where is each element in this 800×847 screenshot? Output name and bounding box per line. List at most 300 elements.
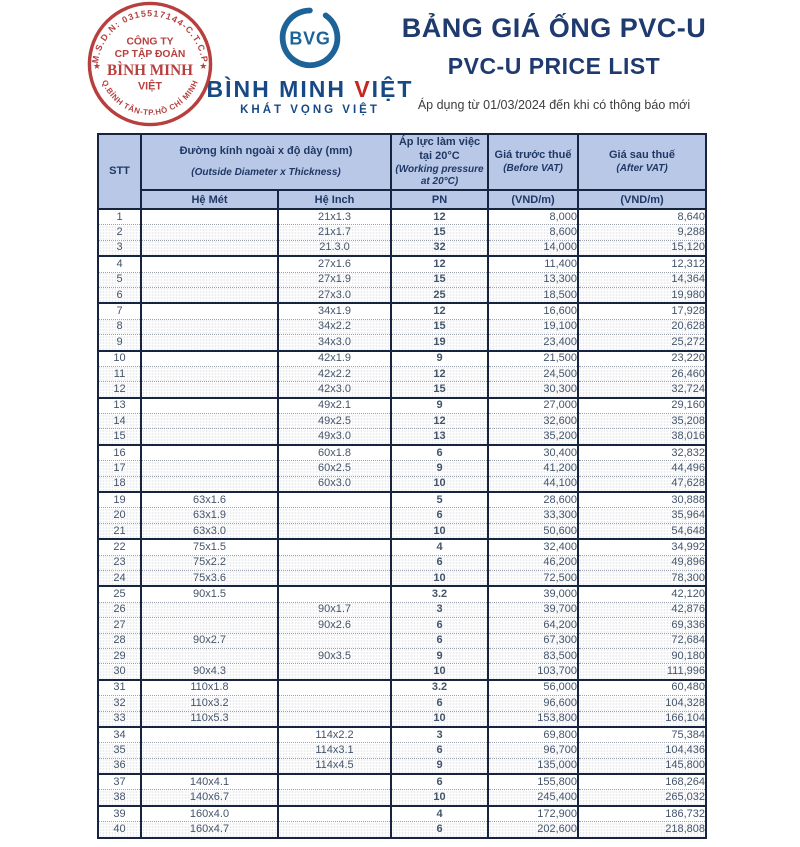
metric-size-cell: [141, 602, 278, 617]
price-after-vat-cell: 35,208: [578, 414, 706, 429]
inch-size-cell: [278, 555, 391, 570]
metric-size-cell: [141, 476, 278, 492]
stamp-star-left: ★: [92, 60, 101, 71]
table-row: [98, 570, 706, 586]
stt-cell: 38: [98, 790, 141, 806]
inch-size-cell: 21x1.7: [278, 225, 391, 240]
metric-size-cell: [141, 225, 278, 240]
price-before-vat-cell: 41,200: [488, 461, 578, 476]
table-row: [98, 680, 706, 696]
col-header-diameter-vi: Đường kính ngoài x độ dày (mm): [179, 144, 353, 157]
price-after-vat-cell: 78,300: [578, 570, 706, 586]
table-row: [98, 272, 706, 287]
price-after-vat-cell: 49,896: [578, 555, 706, 570]
price-after-vat-cell: 218,808: [578, 822, 706, 838]
table-row: [98, 806, 706, 822]
price-before-vat-cell: 33,300: [488, 508, 578, 523]
col-header-pressure: [391, 134, 488, 190]
price-before-vat-cell: 50,600: [488, 523, 578, 539]
inch-size-cell: 34x3.0: [278, 335, 391, 351]
company-stamp: [84, 0, 216, 130]
price-before-vat-cell: 28,600: [488, 492, 578, 508]
pn-cell: 12: [391, 366, 488, 381]
price-table-body: [98, 209, 706, 838]
price-after-vat-cell: 186,732: [578, 806, 706, 822]
price-before-vat-cell: 44,100: [488, 476, 578, 492]
stt-cell: 28: [98, 633, 141, 648]
inch-size-cell: [278, 539, 391, 555]
pn-cell: 4: [391, 806, 488, 822]
price-before-vat-cell: 83,500: [488, 648, 578, 663]
inch-size-cell: 49x3.0: [278, 429, 391, 445]
metric-size-cell: [141, 414, 278, 429]
pn-cell: 9: [391, 461, 488, 476]
pn-cell: 12: [391, 209, 488, 225]
pn-cell: 6: [391, 508, 488, 523]
stt-cell: 18: [98, 476, 141, 492]
price-after-vat-cell: 8,640: [578, 209, 706, 225]
inch-size-cell: 90x3.5: [278, 648, 391, 663]
metric-size-cell: [141, 445, 278, 461]
inch-size-cell: 90x1.7: [278, 602, 391, 617]
company-tagline: KHÁT VỌNG VIỆT: [240, 104, 380, 116]
price-after-vat-cell: 69,336: [578, 618, 706, 633]
price-after-vat-cell: 145,800: [578, 758, 706, 774]
table-row: [98, 256, 706, 272]
stt-cell: 27: [98, 618, 141, 633]
inch-size-cell: 49x2.1: [278, 398, 391, 414]
stt-cell: 33: [98, 711, 141, 727]
price-after-vat-cell: 32,724: [578, 382, 706, 398]
table-row: [98, 790, 706, 806]
inch-size-cell: 27x1.6: [278, 256, 391, 272]
col-header-before-vat: [488, 134, 578, 190]
inch-size-cell: [278, 664, 391, 680]
price-after-vat-cell: 12,312: [578, 256, 706, 272]
pn-cell: 6: [391, 822, 488, 838]
pn-cell: 6: [391, 618, 488, 633]
metric-size-cell: 160x4.0: [141, 806, 278, 822]
stt-cell: 12: [98, 382, 141, 398]
metric-size-cell: 75x2.2: [141, 555, 278, 570]
price-before-vat-cell: 202,600: [488, 822, 578, 838]
metric-size-cell: 140x4.1: [141, 774, 278, 790]
stt-cell: 19: [98, 492, 141, 508]
stamp-ring-bottom-text: Q.BÌNH TÂN-TP.HỒ CHÍ MINH: [100, 78, 200, 117]
price-before-vat-cell: 172,900: [488, 806, 578, 822]
stt-cell: 30: [98, 664, 141, 680]
subheader-vnd-before: (VND/m): [488, 190, 578, 209]
stt-cell: 15: [98, 429, 141, 445]
price-before-vat-cell: 8,000: [488, 209, 578, 225]
price-before-vat-cell: 245,400: [488, 790, 578, 806]
price-before-vat-cell: 35,200: [488, 429, 578, 445]
metric-size-cell: [141, 319, 278, 334]
stt-cell: 31: [98, 680, 141, 696]
inch-size-cell: [278, 711, 391, 727]
price-after-vat-cell: 75,384: [578, 727, 706, 743]
pn-cell: 10: [391, 664, 488, 680]
price-before-vat-cell: 23,400: [488, 335, 578, 351]
price-after-vat-cell: 265,032: [578, 790, 706, 806]
pn-cell: 9: [391, 398, 488, 414]
table-row: [98, 523, 706, 539]
metric-size-cell: [141, 382, 278, 398]
price-before-vat-cell: 103,700: [488, 664, 578, 680]
inch-size-cell: [278, 680, 391, 696]
price-after-vat-cell: 20,628: [578, 319, 706, 334]
metric-size-cell: [141, 743, 278, 758]
stt-cell: 9: [98, 335, 141, 351]
price-before-vat-cell: 96,600: [488, 696, 578, 711]
price-after-vat-cell: 42,876: [578, 602, 706, 617]
price-before-vat-cell: 32,600: [488, 414, 578, 429]
pn-cell: 4: [391, 539, 488, 555]
inch-size-cell: [278, 570, 391, 586]
price-after-vat-cell: 166,104: [578, 711, 706, 727]
pn-cell: 10: [391, 711, 488, 727]
price-before-vat-cell: 39,000: [488, 586, 578, 602]
inch-size-cell: 114x4.5: [278, 758, 391, 774]
pn-cell: 3: [391, 727, 488, 743]
metric-size-cell: 110x3.2: [141, 696, 278, 711]
pn-cell: 6: [391, 633, 488, 648]
table-row: [98, 492, 706, 508]
col-header-before-vat-en: (Before VAT): [503, 162, 563, 174]
stt-cell: 25: [98, 586, 141, 602]
stt-cell: 35: [98, 743, 141, 758]
table-row: [98, 335, 706, 351]
stt-cell: 36: [98, 758, 141, 774]
price-before-vat-cell: 46,200: [488, 555, 578, 570]
stamp-center-line4: VIỆT: [137, 80, 163, 93]
pn-cell: 15: [391, 272, 488, 287]
bvg-logo-icon: [271, 4, 349, 76]
stt-cell: 23: [98, 555, 141, 570]
stamp-ring-top-text: M.S.D.N: 0315517144-C.T.C.P: [89, 8, 210, 64]
pn-cell: 10: [391, 523, 488, 539]
subheader-vnd-after: (VND/m): [578, 190, 706, 209]
inch-size-cell: 42x3.0: [278, 382, 391, 398]
price-table-header: [98, 134, 706, 209]
price-before-vat-cell: 72,500: [488, 570, 578, 586]
price-before-vat-cell: 67,300: [488, 633, 578, 648]
metric-size-cell: [141, 758, 278, 774]
table-row: [98, 382, 706, 398]
subheader-metric: Hệ Mét: [141, 190, 278, 209]
inch-size-cell: 21.3.0: [278, 240, 391, 256]
price-before-vat-cell: 14,000: [488, 240, 578, 256]
stt-cell: 22: [98, 539, 141, 555]
stt-cell: 8: [98, 319, 141, 334]
document-title: BẢNG GIÁ ỐNG PVC-U: [401, 13, 707, 43]
metric-size-cell: [141, 461, 278, 476]
inch-size-cell: 49x2.5: [278, 414, 391, 429]
price-after-vat-cell: 38,016: [578, 429, 706, 445]
inch-size-cell: 34x2.2: [278, 319, 391, 334]
price-after-vat-cell: 15,120: [578, 240, 706, 256]
col-header-before-vat-vi: Giá trước thuế: [494, 149, 572, 162]
table-row: [98, 774, 706, 790]
col-header-diameter-en: (Outside Diameter x Thickness): [191, 167, 341, 179]
pn-cell: 32: [391, 240, 488, 256]
inch-size-cell: [278, 508, 391, 523]
subheader-inch: Hệ Inch: [278, 190, 391, 209]
inch-size-cell: [278, 586, 391, 602]
metric-size-cell: 160x4.7: [141, 822, 278, 838]
inch-size-cell: 42x2.2: [278, 366, 391, 381]
stt-cell: 10: [98, 351, 141, 367]
price-after-vat-cell: 60,480: [578, 680, 706, 696]
table-row: [98, 633, 706, 648]
metric-size-cell: [141, 429, 278, 445]
table-row: [98, 602, 706, 617]
price-before-vat-cell: 64,200: [488, 618, 578, 633]
metric-size-cell: [141, 618, 278, 633]
inch-size-cell: 114x2.2: [278, 727, 391, 743]
table-row: [98, 398, 706, 414]
inch-size-cell: [278, 492, 391, 508]
pn-cell: 9: [391, 648, 488, 663]
inch-size-cell: 90x2.6: [278, 618, 391, 633]
price-after-vat-cell: 168,264: [578, 774, 706, 790]
price-after-vat-cell: 32,832: [578, 445, 706, 461]
col-header-pressure-vi: Áp lực làm việc tại 20°C: [398, 136, 481, 162]
metric-size-cell: 140x6.7: [141, 790, 278, 806]
effective-date-note: Áp dụng từ 01/03/2024 đến khi có thông báo mới: [417, 97, 691, 112]
price-after-vat-cell: 35,964: [578, 508, 706, 523]
table-row: [98, 727, 706, 743]
inch-size-cell: 27x3.0: [278, 287, 391, 303]
stt-cell: 7: [98, 303, 141, 319]
price-after-vat-cell: 54,648: [578, 523, 706, 539]
inch-size-cell: 60x1.8: [278, 445, 391, 461]
stt-cell: 1: [98, 209, 141, 225]
price-before-vat-cell: 11,400: [488, 256, 578, 272]
metric-size-cell: [141, 335, 278, 351]
stamp-center-line3: BÌNH MINH: [107, 61, 193, 79]
stt-cell: 20: [98, 508, 141, 523]
stt-cell: 13: [98, 398, 141, 414]
table-row: [98, 240, 706, 256]
metric-size-cell: 90x2.7: [141, 633, 278, 648]
metric-size-cell: 90x4.3: [141, 664, 278, 680]
table-row: [98, 586, 706, 602]
price-after-vat-cell: 34,992: [578, 539, 706, 555]
stt-cell: 34: [98, 727, 141, 743]
stt-cell: 6: [98, 287, 141, 303]
metric-size-cell: [141, 727, 278, 743]
metric-size-cell: 63x1.6: [141, 492, 278, 508]
pn-cell: 15: [391, 225, 488, 240]
pn-cell: 5: [391, 492, 488, 508]
pn-cell: 13: [391, 429, 488, 445]
stt-cell: 14: [98, 414, 141, 429]
pn-cell: 12: [391, 414, 488, 429]
table-row: [98, 822, 706, 838]
price-after-vat-cell: 104,328: [578, 696, 706, 711]
inch-size-cell: [278, 633, 391, 648]
price-before-vat-cell: 21,500: [488, 351, 578, 367]
metric-size-cell: [141, 256, 278, 272]
pn-cell: 6: [391, 696, 488, 711]
price-before-vat-cell: 96,700: [488, 743, 578, 758]
metric-size-cell: 75x3.6: [141, 570, 278, 586]
bvg-monogram: BVG: [289, 28, 331, 49]
price-after-vat-cell: 17,928: [578, 303, 706, 319]
stamp-star-right: ★: [199, 60, 208, 71]
stt-cell: 21: [98, 523, 141, 539]
stt-cell: 39: [98, 806, 141, 822]
inch-size-cell: [278, 696, 391, 711]
price-after-vat-cell: 44,496: [578, 461, 706, 476]
table-row: [98, 209, 706, 225]
page-header: [0, 0, 800, 133]
company-name-post: IỆT: [371, 76, 414, 102]
price-after-vat-cell: 72,684: [578, 633, 706, 648]
stt-cell: 29: [98, 648, 141, 663]
pn-cell: 6: [391, 555, 488, 570]
stt-cell: 40: [98, 822, 141, 838]
table-row: [98, 303, 706, 319]
price-before-vat-cell: 69,800: [488, 727, 578, 743]
inch-size-cell: [278, 806, 391, 822]
stamp-center-line2: CP TẬP ĐOÀN: [114, 49, 186, 61]
stt-cell: 3: [98, 240, 141, 256]
table-row: [98, 664, 706, 680]
price-before-vat-cell: 155,800: [488, 774, 578, 790]
col-header-after-vat-vi: Giá sau thuế: [609, 149, 676, 162]
metric-size-cell: [141, 287, 278, 303]
pn-cell: 3.2: [391, 680, 488, 696]
inch-size-cell: [278, 790, 391, 806]
stt-cell: 37: [98, 774, 141, 790]
price-after-vat-cell: 47,628: [578, 476, 706, 492]
table-row: [98, 287, 706, 303]
price-after-vat-cell: 104,436: [578, 743, 706, 758]
stt-cell: 5: [98, 272, 141, 287]
company-name-pre: BÌNH MINH: [206, 76, 355, 102]
price-after-vat-cell: 30,888: [578, 492, 706, 508]
pn-cell: 19: [391, 335, 488, 351]
metric-size-cell: [141, 648, 278, 663]
col-header-stt: STT: [98, 134, 141, 209]
table-row: [98, 476, 706, 492]
metric-size-cell: [141, 240, 278, 256]
stt-cell: 26: [98, 602, 141, 617]
stt-cell: 2: [98, 225, 141, 240]
metric-size-cell: [141, 398, 278, 414]
pn-cell: 6: [391, 774, 488, 790]
pn-cell: 12: [391, 256, 488, 272]
pn-cell: 9: [391, 351, 488, 367]
metric-size-cell: [141, 272, 278, 287]
table-row: [98, 508, 706, 523]
inch-size-cell: 114x3.1: [278, 743, 391, 758]
table-row: [98, 758, 706, 774]
pn-cell: 3.2: [391, 586, 488, 602]
table-row: [98, 445, 706, 461]
price-before-vat-cell: 32,400: [488, 539, 578, 555]
document-subtitle: PVC-U PRICE LIST: [447, 52, 661, 79]
metric-size-cell: 63x3.0: [141, 523, 278, 539]
inch-size-cell: 21x1.3: [278, 209, 391, 225]
price-after-vat-cell: 23,220: [578, 351, 706, 367]
price-before-vat-cell: 16,600: [488, 303, 578, 319]
col-header-after-vat-en: (After VAT): [616, 162, 668, 174]
stt-cell: 11: [98, 366, 141, 381]
pn-cell: 9: [391, 758, 488, 774]
table-row: [98, 366, 706, 381]
price-before-vat-cell: 56,000: [488, 680, 578, 696]
price-after-vat-cell: 14,364: [578, 272, 706, 287]
table-row: [98, 319, 706, 334]
pn-cell: 3: [391, 602, 488, 617]
price-table: [97, 133, 707, 839]
price-after-vat-cell: 25,272: [578, 335, 706, 351]
metric-size-cell: 110x1.8: [141, 680, 278, 696]
table-row: [98, 539, 706, 555]
inch-size-cell: [278, 822, 391, 838]
table-row: [98, 414, 706, 429]
inch-size-cell: [278, 774, 391, 790]
price-before-vat-cell: 30,300: [488, 382, 578, 398]
price-before-vat-cell: 24,500: [488, 366, 578, 381]
stt-cell: 24: [98, 570, 141, 586]
pn-cell: 10: [391, 476, 488, 492]
company-name-accent: V: [354, 76, 372, 102]
inch-size-cell: 42x1.9: [278, 351, 391, 367]
price-before-vat-cell: 153,800: [488, 711, 578, 727]
metric-size-cell: [141, 366, 278, 381]
table-row: [98, 618, 706, 633]
price-after-vat-cell: 26,460: [578, 366, 706, 381]
price-after-vat-cell: 19,980: [578, 287, 706, 303]
price-before-vat-cell: 30,400: [488, 445, 578, 461]
table-row: [98, 461, 706, 476]
pn-cell: 10: [391, 570, 488, 586]
pn-cell: 6: [391, 445, 488, 461]
price-after-vat-cell: 42,120: [578, 586, 706, 602]
price-before-vat-cell: 135,000: [488, 758, 578, 774]
table-row: [98, 648, 706, 663]
table-row: [98, 555, 706, 570]
inch-size-cell: 34x1.9: [278, 303, 391, 319]
pn-cell: 25: [391, 287, 488, 303]
stamp-graphic: [84, 0, 216, 130]
metric-size-cell: 75x1.5: [141, 539, 278, 555]
table-row: [98, 743, 706, 758]
price-before-vat-cell: 39,700: [488, 602, 578, 617]
metric-size-cell: 110x5.3: [141, 711, 278, 727]
price-before-vat-cell: 19,100: [488, 319, 578, 334]
price-before-vat-cell: 8,600: [488, 225, 578, 240]
pn-cell: 15: [391, 319, 488, 334]
inch-size-cell: [278, 523, 391, 539]
col-header-pressure-en: (Working pressure at 20°C): [395, 163, 484, 187]
inch-size-cell: 60x2.5: [278, 461, 391, 476]
price-after-vat-cell: 9,288: [578, 225, 706, 240]
stt-cell: 16: [98, 445, 141, 461]
price-after-vat-cell: 90,180: [578, 648, 706, 663]
table-row: [98, 429, 706, 445]
stt-cell: 4: [98, 256, 141, 272]
inch-size-cell: 27x1.9: [278, 272, 391, 287]
metric-size-cell: 90x1.5: [141, 586, 278, 602]
table-row: [98, 225, 706, 240]
pn-cell: 12: [391, 303, 488, 319]
pn-cell: 15: [391, 382, 488, 398]
